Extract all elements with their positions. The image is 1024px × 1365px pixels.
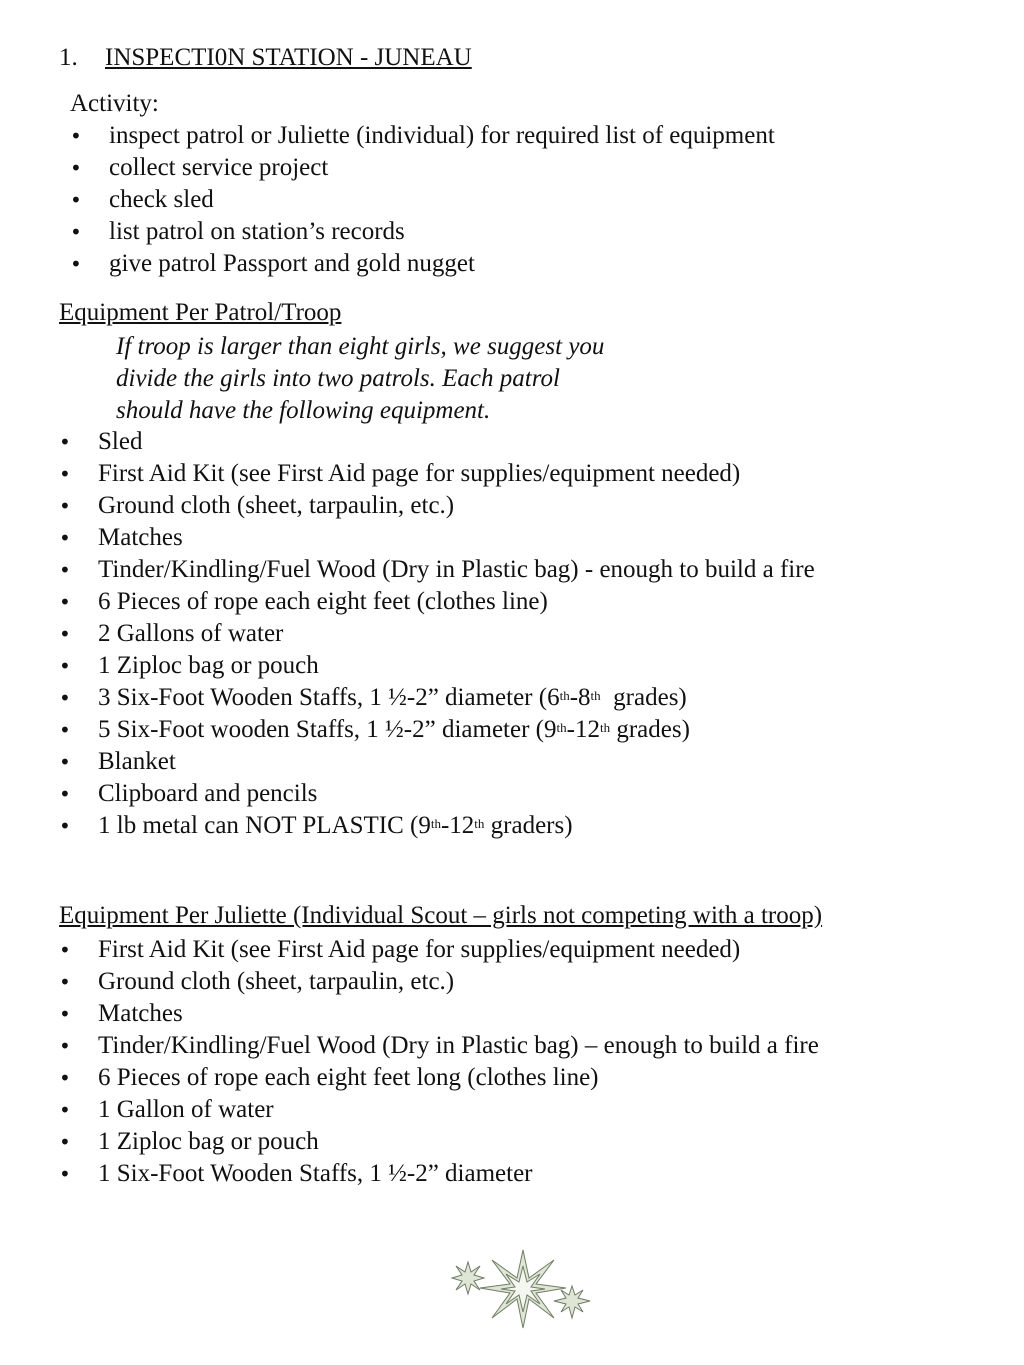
list-item: • 6 Pieces of rope each eight feet long (clothes line): [59, 1062, 819, 1094]
list-item: • collect service project: [70, 152, 775, 184]
activity-list: [70, 120, 775, 280]
list-item: • 5 Six-Foot wooden Staffs, 1 ½-2” diameter (9th-12th grades): [59, 714, 815, 746]
list-item: • check sled: [70, 184, 775, 216]
list-item: • 1 lb metal can NOT PLASTIC (9th-12th graders): [59, 810, 815, 842]
list-item: • 1 Ziploc bag or pouch: [59, 650, 815, 682]
juliette-equipment-title: Equipment Per Juliette (Individual Scout – girls not competing with a troop): [59, 902, 823, 929]
bullet-icon: •: [59, 938, 71, 962]
bullet-icon: •: [59, 1098, 71, 1122]
list-item: • 3 Six-Foot Wooden Staffs, 1 ½-2” diameter (6th-8th grades): [59, 682, 815, 714]
bullet-icon: •: [70, 220, 82, 244]
list-item: • give patrol Passport and gold nugget: [70, 248, 775, 280]
bullet-icon: •: [70, 156, 82, 180]
bullet-icon: •: [59, 750, 71, 774]
list-item: • Sled: [59, 426, 815, 458]
list-item: • First Aid Kit (see First Aid page for supplies/equipment needed): [59, 458, 815, 490]
bullet-icon: •: [70, 188, 82, 212]
list-item: • Matches: [59, 998, 819, 1030]
list-item: • First Aid Kit (see First Aid page for supplies/equipment needed): [59, 934, 819, 966]
bullet-icon: •: [59, 526, 71, 550]
bullet-icon: •: [70, 252, 82, 276]
bullet-icon: •: [59, 970, 71, 994]
list-item: • Ground cloth (sheet, tarpaulin, etc.): [59, 966, 819, 998]
bullet-icon: •: [59, 590, 71, 614]
section-number: 1.: [59, 44, 78, 71]
list-item: • Matches: [59, 522, 815, 554]
list-item: • list patrol on station’s records: [70, 216, 775, 248]
juliette-equipment-list: [59, 934, 819, 1190]
list-item: • 2 Gallons of water: [59, 618, 815, 650]
list-item: • 6 Pieces of rope each eight feet (clothes line): [59, 586, 815, 618]
list-item: • 1 Ziploc bag or pouch: [59, 1126, 819, 1158]
snowflake-cluster-icon: [450, 1248, 595, 1330]
bullet-icon: •: [59, 654, 71, 678]
patrol-equipment-list: [59, 426, 815, 842]
bullet-icon: •: [59, 1162, 71, 1186]
list-item: • Tinder/Kindling/Fuel Wood (Dry in Plastic bag) - enough to build a fire: [59, 554, 815, 586]
bullet-icon: •: [70, 124, 82, 148]
note-line: should have the following equipment.: [116, 397, 491, 424]
section-title: INSPECTI0N STATION - JUNEAU: [105, 44, 472, 71]
bullet-icon: •: [59, 718, 71, 742]
section-heading: [59, 44, 472, 72]
bullet-icon: •: [59, 1002, 71, 1026]
list-item: • 1 Gallon of water: [59, 1094, 819, 1126]
note-line: divide the girls into two patrols. Each patrol: [116, 365, 560, 392]
list-item: • Blanket: [59, 746, 815, 778]
bullet-icon: •: [59, 686, 71, 710]
note-line: If troop is larger than eight girls, we suggest you: [116, 333, 605, 360]
bullet-icon: •: [59, 1130, 71, 1154]
bullet-icon: •: [59, 1034, 71, 1058]
list-item: • 1 Six-Foot Wooden Staffs, 1 ½-2” diameter: [59, 1158, 819, 1190]
list-item: • inspect patrol or Juliette (individual) for required list of equipment: [70, 120, 775, 152]
list-item: • Ground cloth (sheet, tarpaulin, etc.): [59, 490, 815, 522]
patrol-note: [116, 331, 604, 427]
list-item: • Tinder/Kindling/Fuel Wood (Dry in Plastic bag) – enough to build a fire: [59, 1030, 819, 1062]
bullet-icon: •: [59, 622, 71, 646]
bullet-icon: •: [59, 462, 71, 486]
bullet-icon: •: [59, 814, 71, 838]
bullet-icon: •: [59, 430, 71, 454]
patrol-equipment-title: Equipment Per Patrol/Troop: [59, 299, 342, 326]
bullet-icon: •: [59, 1066, 71, 1090]
bullet-icon: •: [59, 558, 71, 582]
bullet-icon: •: [59, 494, 71, 518]
bullet-icon: •: [59, 782, 71, 806]
activity-label: Activity:: [70, 90, 159, 117]
list-item: • Clipboard and pencils: [59, 778, 815, 810]
